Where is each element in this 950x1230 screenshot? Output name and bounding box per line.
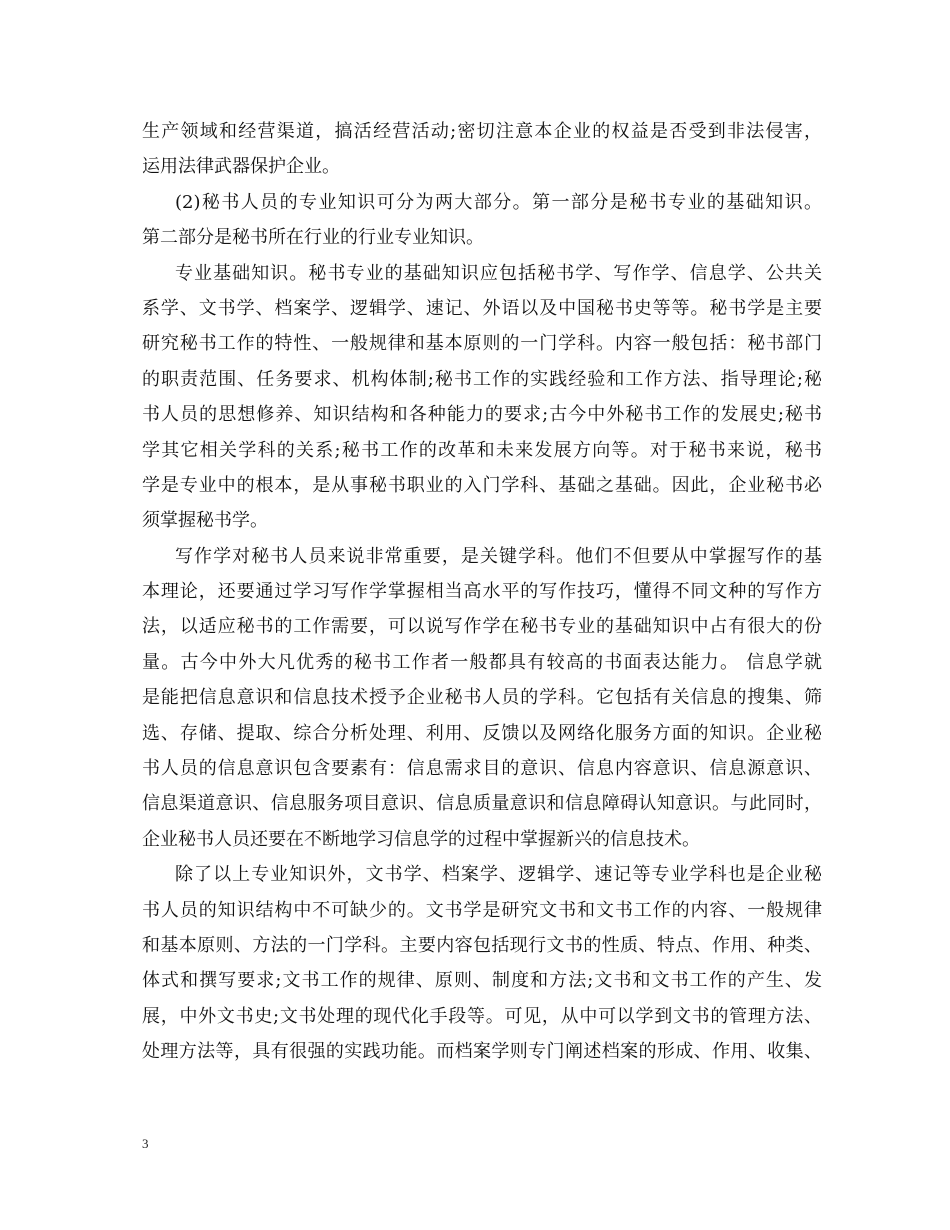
text-line: 法，以适应秘书的工作需要，可以说写作学在秘书专业的基础知识中占有很大的份 xyxy=(142,616,822,638)
text-line: 本理论，还要通过学习写作学掌握相当高水平的写作技巧，懂得不同文种的写作方 xyxy=(142,581,822,603)
text-line: 除了以上专业知识外，文书学、档案学、逻辑学、速记等专业学科也是企业秘 xyxy=(175,864,822,886)
text-line: 研究秘书工作的特性、一般规律和基本原则的一门学科。内容一般包括：秘书部门 xyxy=(142,333,822,355)
text-line: 须掌握秘书学。 xyxy=(142,510,268,532)
text-line: 第二部分是秘书所在行业的行业专业知识。 xyxy=(142,227,484,249)
text-line: 学是专业中的根本，是从事秘书职业的入门学科、基础之基础。因此，企业秘书必 xyxy=(142,474,822,496)
text-line: 系学、文书学、档案学、逻辑学、速记、外语以及中国秘书史等等。秘书学是主要 xyxy=(142,297,822,319)
text-line: 体式和撰写要求;文书工作的规律、原则、制度和方法;文书和文书工作的产生、发 xyxy=(142,970,822,992)
page-number: 3 xyxy=(142,1136,149,1151)
text-line: 书人员的思想修养、知识结构和各种能力的要求;古今中外秘书工作的发展史;秘书 xyxy=(142,404,822,426)
text-line: (2)秘书人员的专业知识可分为两大部分。第一部分是秘书专业的基础知识。 xyxy=(175,191,822,213)
text-line: 的职责范围、任务要求、机构体制;秘书工作的实践经验和工作方法、指导理论;秘 xyxy=(142,368,822,390)
body-text xyxy=(142,114,822,1070)
text-line: 学其它相关学科的关系;秘书工作的改革和未来发展方向等。对于秘书来说，秘书 xyxy=(142,439,822,461)
text-line: 选、存储、提取、综合分析处理、利用、反馈以及网络化服务方面的知识。企业秘 xyxy=(142,722,822,744)
text-line: 和基本原则、方法的一门学科。主要内容包括现行文书的性质、特点、作用、种类、 xyxy=(142,934,822,956)
text-line: 生产领域和经营渠道，搞活经营活动;密切注意本企业的权益是否受到非法侵害， xyxy=(142,121,822,142)
text-line: 写作学对秘书人员来说非常重要，是关键学科。他们不但要从中掌握写作的基 xyxy=(175,545,822,567)
text-line: 书人员的知识结构中不可缺少的。文书学是研究文书和文书工作的内容、一般规律 xyxy=(142,899,822,921)
text-line: 信息渠道意识、信息服务项目意识、信息质量意识和信息障碍认知意识。与此同时， xyxy=(142,793,822,815)
text-line: 量。古今中外大凡优秀的秘书工作者一般都具有较高的书面表达能力。 信息学就 xyxy=(142,651,822,673)
text-line: 企业秘书人员还要在不断地学习信息学的过程中掌握新兴的信息技术。 xyxy=(142,828,700,850)
text-line: 处理方法等，具有很强的实践功能。而档案学则专门阐述档案的形成、作用、收集、 xyxy=(142,1041,822,1063)
text-line: 专业基础知识。秘书专业的基础知识应包括秘书学、写作学、信息学、公共关 xyxy=(175,262,822,284)
text-line: 是能把信息意识和信息技术授予企业秘书人员的学科。它包括有关信息的搜集、筛 xyxy=(142,687,822,709)
text-line: 运用法律武器保护企业。 xyxy=(142,156,340,178)
text-line: 展，中外文书史;文书处理的现代化手段等。可见，从中可以学到文书的管理方法、 xyxy=(142,1005,822,1027)
text-line: 书人员的信息意识包含要素有：信息需求目的意识、信息内容意识、信息源意识、 xyxy=(142,758,822,780)
